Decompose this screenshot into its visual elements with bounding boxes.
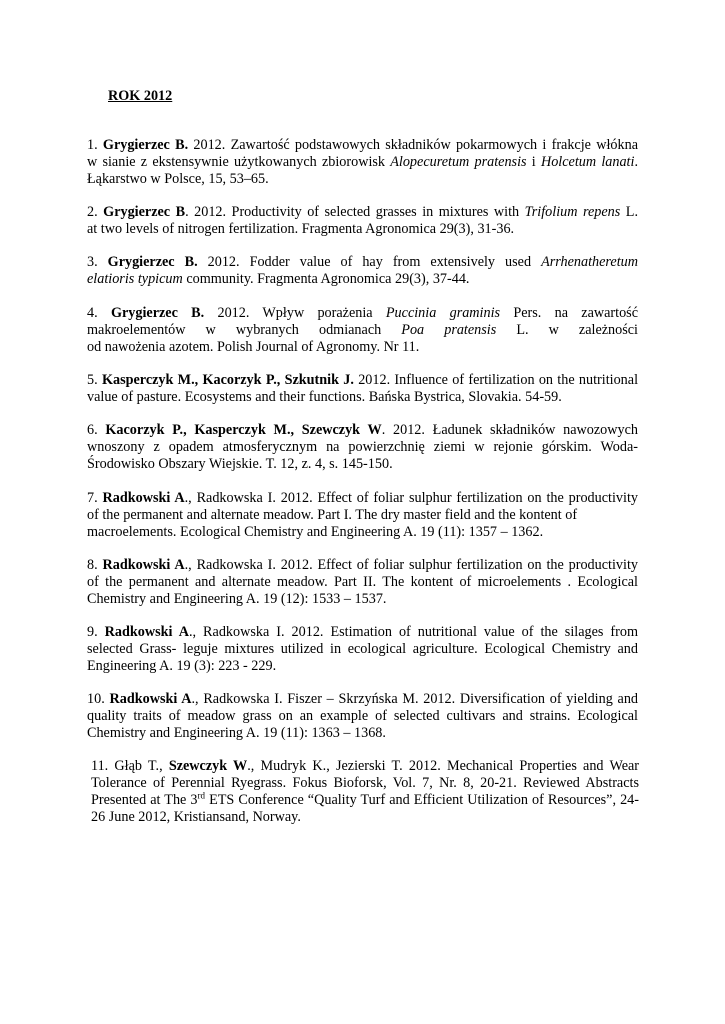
list-item: 2. Grygierzec B. 2012. Productivity of selected grasses in mixtures with Trifolium repens L. at two levels of nitrogen fertilization. Fragmenta Agronomica 29(3), 31-36. [87, 204, 638, 237]
author-name: Grygierzec B [103, 204, 186, 220]
author-name: Grygierzec B. [102, 137, 189, 153]
list-item: 6. Kacorzyk P., Kasperczyk M., Szewczyk W. 2012. Ładunek składników nawozowych wnoszony z opadem atmosferycznym na powierzchnię ziemi w rejonie górskim. Woda- Środowisko Obszary Wiejskie. T. 12, z. 4, s. 145-150. [87, 422, 639, 472]
list-item: 9. Radkowski A., Radkowska I. 2012. Estimation of nutritional value of the silages from selected Grass- leguje mixtures utilized in ecological agriculture. Ecological Chemistry and Engineering A. 19 (3): 223 - 229. [87, 624, 639, 674]
author-name: Kasperczyk M., Kacorzyk P., Szkutnik J. [101, 372, 354, 388]
author-name: Kacorzyk P., Kasperczyk M., Szewczyk W [105, 422, 382, 438]
page-title: ROK 2012 [108, 88, 173, 104]
author-name: Grygierzec B. [107, 254, 198, 270]
list-item: 11. Głąb T., Szewczyk W., Mudryk K., Jezierski T. 2012. Mechanical Properties and Wear Tolerance of Perennial Ryegrass. Fokus Bioforsk, Vol. 7, Nr. 8, 20-21. Reviewed Abstracts Presented at The 3rd ETS Conference “Quality Turf and Efficient Utilization of Resources”, 24- 26 June 2012, Kristiansand, Norway. [91, 758, 640, 825]
list-item: 3. Grygierzec B. 2012. Fodder value of hay from extensively used Arrhenatheretum elatioris typicum community. Fragmenta Agronomica 29(3), 37-44. [87, 254, 638, 287]
list-item: 10. Radkowski A., Radkowska I. Fiszer – Skrzyńska M. 2012. Diversification of yielding and quality traits of meadow grass on an example of selected cultivars and strains. Ecological Chemistry and Engineering A. 19 (11): 1363 – 1368. [87, 691, 639, 741]
author-name: Radkowski A [102, 490, 185, 506]
list-item: 8. Radkowski A., Radkowska I. 2012. Effect of foliar sulphur fertilization on the productivity of the permanent and alternate meadow. Part II. The kontent of microelements . Ecological Chemistry and Engineering A. 19 (12): 1533 – 1537. [87, 557, 638, 607]
list-item: 4. Grygierzec B. 2012. Wpływ porażenia Puccinia graminis Pers. na zawartość makroelementów w wybranych odmianach Poa pratensis L. w zależności od nawożenia azotem. Polish Journal of Agronomy. Nr 11. [87, 305, 638, 355]
author-name: Radkowski A [109, 691, 192, 707]
list-item: 7. Radkowski A., Radkowska I. 2012. Effect of foliar sulphur fertilization on the productivity of the permanent and alternate meadow. Part I. The dry master field and the kontent of macroelements. Ecological Chemistry and Engineering A. 19 (11): 1357 – 1362. [87, 490, 638, 540]
author-name: Radkowski A [104, 624, 189, 640]
list-item: 5. Kasperczyk M., Kacorzyk P., Szkutnik J. 2012. Influence of fertilization on the nutritional value of pasture. Ecosystems and their functions. Bańska Bystrica, Slovakia. 54-59. [87, 372, 639, 405]
author-name: Grygierzec B. [110, 305, 205, 321]
list-item: 1. Grygierzec B. 2012. Zawartość podstawowych składników pokarmowych i frakcje włókna w sianie z ekstensywnie użytkowanych zbiorowisk Alopecuretum pratensis i Holcetum lanati. Łąkarstwo w Polsce, 15, 53–65. [87, 137, 638, 187]
author-name: Radkowski A [102, 557, 185, 573]
author-name: Szewczyk W [168, 758, 248, 774]
